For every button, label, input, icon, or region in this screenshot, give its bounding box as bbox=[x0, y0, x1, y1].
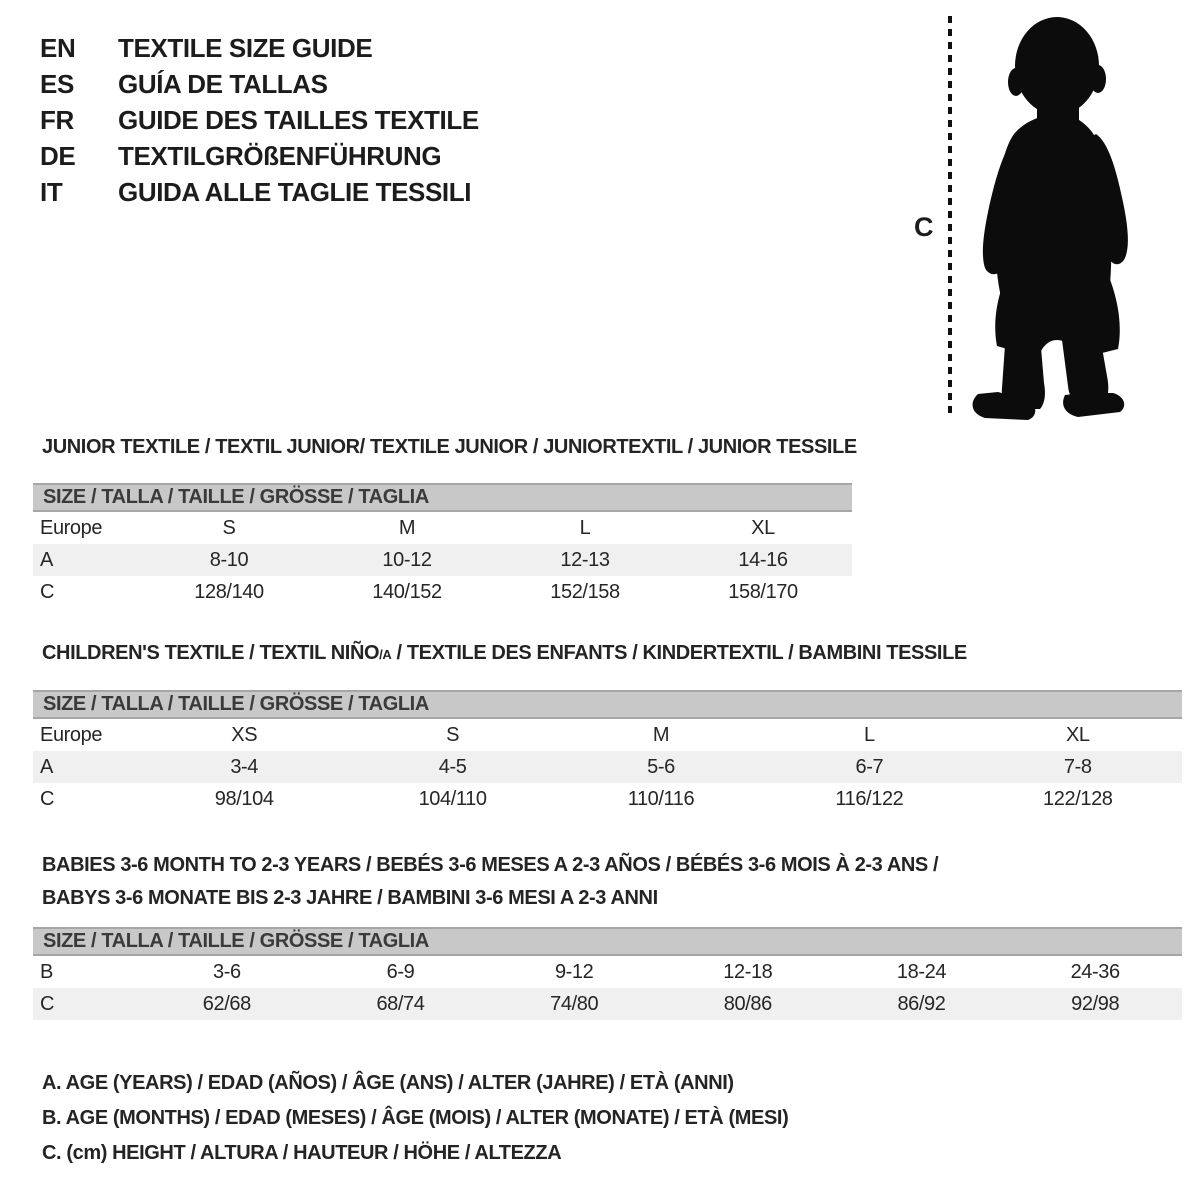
cell: 18-24 bbox=[896, 961, 947, 983]
row-label: C bbox=[40, 788, 55, 810]
height-measure-line bbox=[948, 16, 952, 418]
row-label: A bbox=[40, 549, 53, 571]
cell: 24-36 bbox=[1070, 961, 1120, 983]
section-title-line2: BABYS 3-6 MONATE BIS 2-3 JAHRE / BAMBINI 3-6 MESI A 2-3 ANNI bbox=[42, 887, 658, 909]
cell: 5-6 bbox=[647, 756, 675, 778]
cell: S bbox=[446, 724, 460, 746]
cell: 122/128 bbox=[1043, 788, 1113, 810]
cell: 74/80 bbox=[550, 993, 599, 1015]
babies-size-table bbox=[33, 927, 1182, 1020]
section-title-text: CHILDREN'S TEXTILE / TEXTIL NIÑO bbox=[42, 642, 380, 664]
table-row bbox=[33, 988, 1182, 1020]
language-label: TEXTILE SIZE GUIDE bbox=[118, 33, 373, 63]
cell: XS bbox=[231, 724, 258, 746]
table-row bbox=[33, 783, 1182, 815]
children-size-table bbox=[33, 690, 1182, 815]
table-row bbox=[33, 544, 852, 576]
cell: 128/140 bbox=[194, 581, 264, 603]
cell: 152/158 bbox=[550, 581, 620, 603]
language-code: FR bbox=[40, 105, 74, 135]
size-header-band: SIZE / TALLA / TAILLE / GRÖSSE / TAGLIA bbox=[33, 927, 1182, 956]
cell: 92/98 bbox=[1071, 993, 1120, 1015]
cell: 6-7 bbox=[855, 756, 884, 778]
table-row bbox=[33, 512, 852, 544]
cell: 98/104 bbox=[214, 788, 274, 810]
cell: 9-12 bbox=[554, 961, 594, 983]
language-row bbox=[40, 174, 479, 210]
cell: XL bbox=[751, 517, 775, 539]
language-label: GUIDE DES TAILLES TEXTILE bbox=[118, 105, 479, 135]
cell: 68/74 bbox=[376, 993, 425, 1015]
row-label: C bbox=[40, 581, 55, 603]
cell: 8-10 bbox=[209, 549, 249, 571]
cell: 62/68 bbox=[202, 993, 251, 1015]
baby-silhouette-image bbox=[962, 16, 1147, 421]
row-label: Europe bbox=[40, 724, 103, 746]
cell: 116/122 bbox=[835, 788, 904, 810]
language-row bbox=[40, 102, 479, 138]
legend-line-b: B. AGE (MONTHS) / EDAD (MESES) / ÂGE (MOIS) / ALTER (MONATE) / ETÀ (MESI) bbox=[42, 1107, 789, 1129]
cell: 140/152 bbox=[372, 581, 442, 603]
table-row bbox=[33, 956, 1182, 988]
language-code: ES bbox=[40, 69, 74, 99]
section-title-sub: /A bbox=[379, 647, 392, 662]
table-row bbox=[33, 576, 852, 608]
language-code: IT bbox=[40, 177, 63, 207]
section-title-junior: JUNIOR TEXTILE / TEXTIL JUNIOR/ TEXTILE JUNIOR / JUNIORTEXTIL / JUNIOR TESSILE bbox=[42, 436, 857, 458]
language-list bbox=[40, 30, 479, 210]
measure-label-c: C bbox=[914, 212, 934, 242]
language-code: DE bbox=[40, 141, 76, 171]
legend-line-a: A. AGE (YEARS) / EDAD (AÑOS) / ÂGE (ANS) / ALTER (JAHRE) / ETÀ (ANNI) bbox=[42, 1072, 734, 1094]
row-label: C bbox=[40, 993, 55, 1015]
language-label: GUIDA ALLE TAGLIE TESSILI bbox=[118, 177, 472, 207]
cell: XL bbox=[1065, 724, 1090, 746]
row-label: B bbox=[40, 961, 53, 983]
cell: 3-6 bbox=[212, 961, 241, 983]
cell: 86/92 bbox=[897, 993, 946, 1015]
language-row bbox=[40, 30, 479, 66]
cell: M bbox=[398, 517, 416, 539]
section-title-text: / TEXTILE DES ENFANTS / KINDERTEXTIL / BAMBINI TESSILE bbox=[391, 642, 967, 664]
cell: 6-9 bbox=[386, 961, 415, 983]
language-row bbox=[40, 66, 479, 102]
cell: L bbox=[864, 724, 875, 746]
row-label: A bbox=[40, 756, 53, 778]
junior-size-table bbox=[33, 483, 852, 608]
cell: 7-8 bbox=[1063, 756, 1092, 778]
cell: 104/110 bbox=[418, 788, 487, 810]
table-row bbox=[33, 719, 1182, 751]
section-title-babies bbox=[42, 849, 938, 915]
cell: 110/116 bbox=[627, 788, 695, 810]
cell: L bbox=[579, 517, 591, 539]
table-row bbox=[33, 751, 1182, 783]
language-row bbox=[40, 138, 479, 174]
cell: M bbox=[652, 724, 670, 746]
legend-line-c: C. (cm) HEIGHT / ALTURA / HAUTEUR / HÖHE / ALTEZZA bbox=[42, 1142, 562, 1164]
language-label: TEXTILGRÖßENFÜHRUNG bbox=[118, 141, 442, 171]
language-label: GUÍA DE TALLAS bbox=[118, 69, 328, 99]
legend bbox=[42, 1066, 788, 1171]
section-title-children bbox=[42, 642, 967, 665]
cell: 12-13 bbox=[560, 549, 610, 571]
cell: 80/86 bbox=[723, 993, 772, 1015]
cell: 4-5 bbox=[438, 756, 467, 778]
section-title-line1: BABIES 3-6 MONTH TO 2-3 YEARS / BEBÉS 3-6 MESES A 2-3 AÑOS / BÉBÉS 3-6 MOIS À 2-3 ANS / bbox=[42, 854, 939, 876]
cell: 3-4 bbox=[230, 756, 259, 778]
size-header-band: SIZE / TALLA / TAILLE / GRÖSSE / TAGLIA bbox=[33, 690, 1182, 719]
cell: 12-18 bbox=[723, 961, 773, 983]
size-header-band: SIZE / TALLA / TAILLE / GRÖSSE / TAGLIA bbox=[33, 483, 852, 512]
cell: 158/170 bbox=[728, 581, 798, 603]
cell: 14-16 bbox=[738, 549, 788, 571]
cell: 10-12 bbox=[382, 549, 432, 571]
language-code: EN bbox=[40, 33, 76, 63]
cell: S bbox=[222, 517, 236, 539]
row-label: Europe bbox=[40, 517, 103, 539]
